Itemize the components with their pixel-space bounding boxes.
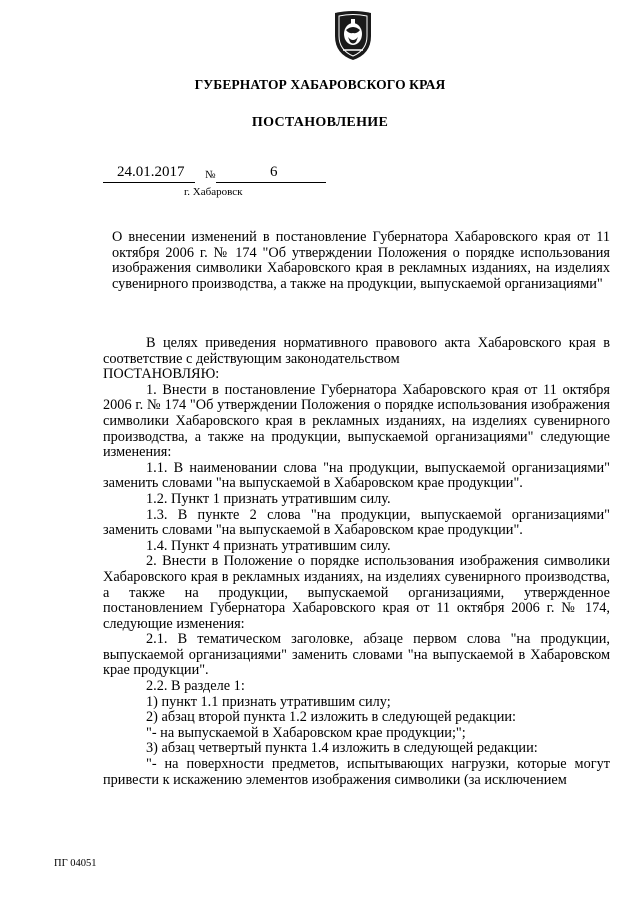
document-number: 6 bbox=[270, 164, 278, 180]
document-date: 24.01.2017 bbox=[117, 164, 185, 180]
body-paragraph: 1.2. Пункт 1 признать утратившим силу. bbox=[146, 490, 391, 507]
body-paragraph: 2.2. В разделе 1: bbox=[146, 678, 245, 695]
body-paragraph: "- на поверхности предметов, испытывающих нагрузки, которые могут привести к искажению элементов изображения символики (за исключением bbox=[103, 756, 610, 788]
body-paragraph: 2. Внести в Положение о порядке использования изображения символики Хабаровского края в рекламных изданиях, на изделиях сувенирного производства, а также на продукции, выпускаемой организациями, утвержденное постановлением Губернатора Хабаровского края от 11 октября 2006 г. № 174, следующие изменения: bbox=[103, 553, 610, 632]
document-body bbox=[103, 336, 610, 788]
footer-code: ПГ 04051 bbox=[54, 858, 97, 869]
document-subject: О внесении изменений в постановление Губернатора Хабаровского края от 11 октября 2006 г. № 174 "Об утверждении Положения о порядке использования изображения символики Хабаровского края в рекламных изданиях, на изделиях сувенирного производства, а также на продукции, выпускаемой организациями" bbox=[112, 229, 610, 292]
number-underline bbox=[216, 182, 326, 183]
document-city: г. Хабаровск bbox=[184, 186, 243, 198]
body-paragraph: 1.4. Пункт 4 признать утратившим силу. bbox=[146, 537, 391, 554]
body-paragraph: "- на выпускаемой в Хабаровском крае продукции;"; bbox=[146, 724, 466, 741]
khabarovsk-emblem-icon bbox=[331, 10, 375, 62]
body-paragraph: 1.3. В пункте 2 слова "на продукции, выпускаемой организациями" заменить словами "на выпускаемой в Хабаровском крае продукции". bbox=[103, 506, 610, 539]
number-sign: № bbox=[205, 169, 216, 181]
intro-paragraph: В целях приведения нормативного правового акта Хабаровского края в соответствие с действующим законодательством bbox=[103, 335, 610, 367]
body-paragraph: 3) абзац четвертый пункта 1.4 изложить в следующей редакции: bbox=[146, 740, 538, 757]
date-underline bbox=[103, 182, 195, 183]
body-paragraph: 1.1. В наименовании слова "на продукции, выпускаемой организациями" заменить словами "на выпускаемой в Хабаровском крае продукции". bbox=[103, 459, 610, 492]
issuer-title: ГУБЕРНАТОР ХАБАРОВСКОГО КРАЯ bbox=[194, 77, 446, 92]
body-paragraph: 1. Внести в постановление Губернатора Хабаровского края от 11 октября 2006 г. № 174 "Об утверждении Положения о порядке использования изображения символики Хабаровского края в рекламных изданиях, на изделиях сувенирного производства, а также на продукции, выпускаемой организациями" следующие изменения: bbox=[103, 381, 610, 461]
body-paragraph: 2.1. В тематическом заголовке, абзаце первом слова "на продукции, выпускаемой организациями" заменить словами "на выпускаемой в Хабаровском крае продукции". bbox=[103, 631, 610, 679]
decree-word: ПОСТАНОВЛЯЮ: bbox=[103, 366, 220, 383]
body-paragraph: 1) пункт 1.1 признать утратившим силу; bbox=[146, 693, 391, 710]
body-paragraph: 2) абзац второй пункта 1.2 изложить в следующей редакции: bbox=[146, 709, 516, 726]
document-type: ПОСТАНОВЛЕНИЕ bbox=[251, 115, 389, 130]
